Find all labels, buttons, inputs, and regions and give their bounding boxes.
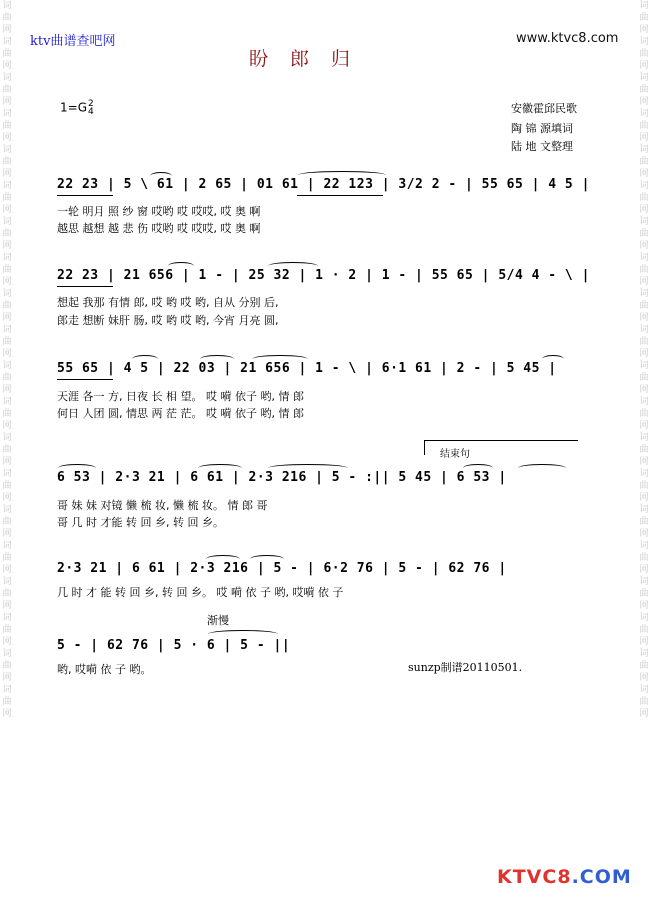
slur xyxy=(298,171,386,179)
ending-label: 结束句 xyxy=(440,449,470,460)
lyric-line-1a: 一轮 明月 照 纱 窗 哎哟 哎 哎哎, 哎 奥 啊 xyxy=(57,205,261,218)
slur xyxy=(252,355,308,363)
site-logo[interactable] xyxy=(497,866,632,888)
lyric-line-1b: 越思 越想 越 悲 伤 哎哟 哎 哎哎, 哎 奥 啊 xyxy=(57,222,261,235)
credit-arranger: 陆 地 文整理 xyxy=(511,140,573,153)
notation-line-1: 22 23 | 5 \ 61 | 2 65 | 01 61 | 22 123 | 3/2 2 - | 55 65 | 4 5 | xyxy=(57,177,590,192)
notation-line-2: 22 23 | 21 656 | 1 - | 25 32 | 1 · 2 | 1 - | 55 65 | 5/4 4 - \ | xyxy=(57,268,590,283)
slur xyxy=(518,464,566,472)
watermark-right: 词曲网词曲网词曲网词曲网词曲网词曲网词曲网词曲网词曲网词曲网词曲网词曲网词曲网词曲网词曲网词曲网词曲网词曲网词曲网词曲网 xyxy=(639,1,649,719)
beam xyxy=(57,286,113,287)
transcriber-note: sunzp制谱20110501. xyxy=(408,661,523,674)
slur xyxy=(208,630,278,638)
time-signature xyxy=(88,100,94,116)
credit-lyricist: 陶 锦 源填词 xyxy=(511,122,573,135)
slur xyxy=(268,464,348,472)
lyric-line-4a: 哥 妹 妹 对镜 懒 梳 妆, 懒 梳 妆。 情 郎 哥 xyxy=(57,499,268,512)
slur xyxy=(268,262,318,270)
slur xyxy=(150,172,172,180)
slur xyxy=(463,464,493,472)
slur xyxy=(168,262,194,270)
beam xyxy=(297,195,383,196)
time-bottom: 4 xyxy=(88,107,94,117)
site-url-right[interactable]: www.ktvc8.com xyxy=(516,31,619,46)
time-top: 2 xyxy=(88,99,94,109)
site-name-left[interactable]: ktv曲谱查吧网 xyxy=(30,34,116,49)
slur xyxy=(198,464,242,472)
key-signature xyxy=(60,100,94,116)
notation-line-3: 55 65 | 4 5 | 22 03 | 21 656 | 1 - \ | 6·1 61 | 2 - | 5 45 | xyxy=(57,361,557,376)
logo-part-a: KTVC8 xyxy=(497,866,572,888)
beam xyxy=(57,379,113,380)
watermark-left: 词曲网词曲网词曲网词曲网词曲网词曲网词曲网词曲网词曲网词曲网词曲网词曲网词曲网词曲网词曲网词曲网词曲网词曲网词曲网词曲网 xyxy=(2,1,12,719)
tempo-marking: 渐慢 xyxy=(207,614,229,627)
lyric-line-3b: 何日 人团 圆, 情思 两 茫 茫。 哎 嗬 依子 哟, 情 郎 xyxy=(57,407,304,420)
slur xyxy=(132,355,158,363)
lyric-line-2a: 想起 我那 有情 郎, 哎 哟 哎 哟, 自从 分别 后, xyxy=(57,296,279,309)
lyric-line-4b: 哥 几 时 才能 转 回 乡, 转 回 乡。 xyxy=(57,516,224,529)
notation-line-4: 6 53 | 2·3 21 | 6 61 | 2·3 216 | 5 - :|| 5 45 | 6 53 | xyxy=(57,470,507,485)
slur xyxy=(542,355,564,363)
slur xyxy=(58,464,96,472)
notation-line-5: 2·3 21 | 6 61 | 2·3 216 | 5 - | 6·2 76 | 5 - | 62 76 | xyxy=(57,561,507,576)
slur xyxy=(250,555,284,563)
lyric-line-6: 哟, 哎嗬 依 子 哟。 xyxy=(57,663,152,676)
lyric-line-3a: 天涯 各一 方, 日夜 长 相 望。 哎 嗬 依子 哟, 情 郎 xyxy=(57,390,304,403)
beam xyxy=(57,195,113,196)
key-text: 1=G xyxy=(60,100,87,115)
notation-line-6: 5 - | 62 76 | 5 · 6 | 5 - || xyxy=(57,638,291,653)
slur xyxy=(206,555,240,563)
slur xyxy=(200,355,234,363)
lyric-line-2b: 郎走 想断 妹肝 肠, 哎 哟 哎 哟, 今宵 月亮 圆, xyxy=(57,314,279,327)
lyric-line-5: 几 时 才 能 转 回 乡, 转 回 乡。 哎 嗬 依 子 哟, 哎嗬 依 子 xyxy=(57,586,344,599)
song-title: 盼郎归 xyxy=(249,48,373,70)
credit-origin: 安徽霍邱民歌 xyxy=(511,102,577,115)
logo-part-b: .COM xyxy=(571,866,632,888)
